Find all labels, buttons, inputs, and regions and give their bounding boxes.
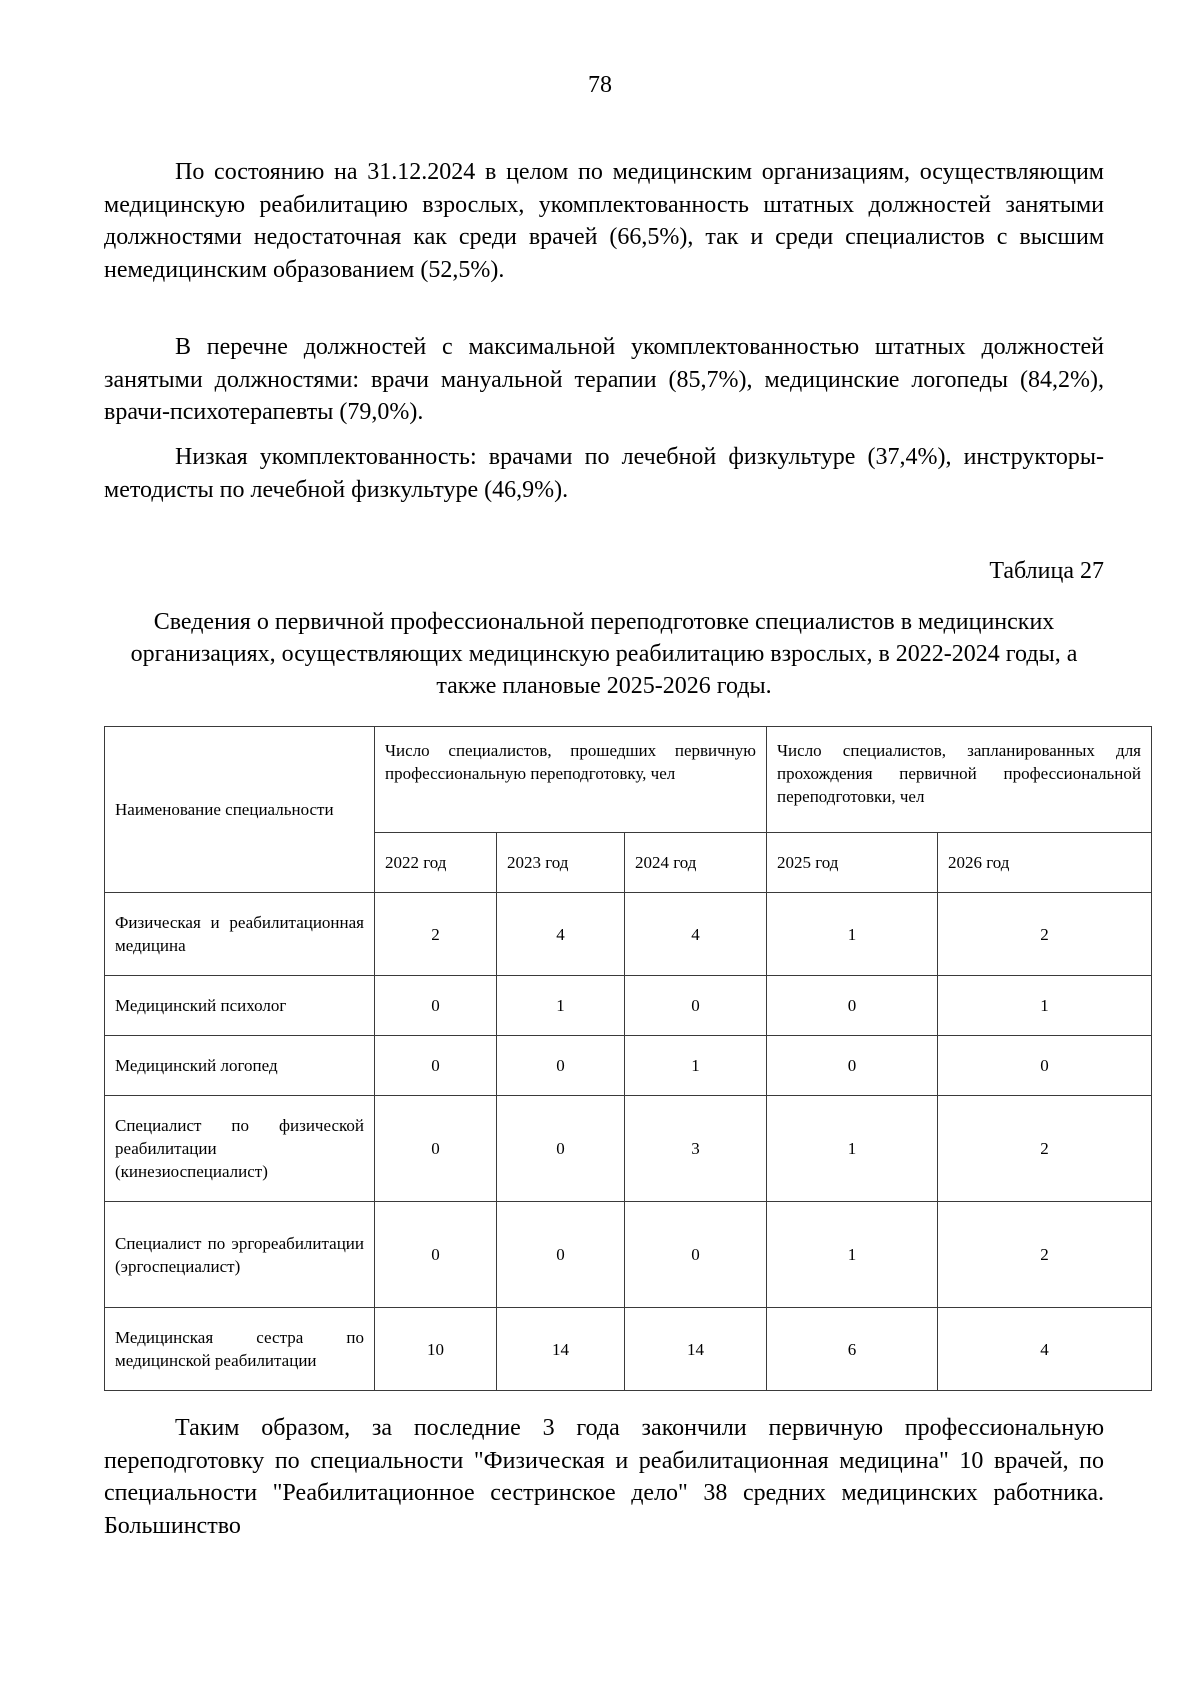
cell-value: 0: [375, 1036, 497, 1096]
header-year-2022: 2022 год: [375, 833, 497, 893]
cell-value: 0: [625, 1202, 767, 1308]
row-specialty-name: Медицинская сестра по медицинской реабилитации: [105, 1308, 375, 1391]
row-specialty-name: Специалист по эргореабилитации (эргоспециалист): [105, 1202, 375, 1308]
paragraph-max-staffing: В перечне должностей с максимальной укомплектованностью штатных должностей занятыми должностями: врачи мануальной терапии (85,7%), медицинские логопеды (84,2%), врачи-психотерапевты (79,0%).: [104, 334, 1104, 425]
header-planned-group: Число специалистов, запланированных для прохождения первичной профессиональной переподготовки, чел: [767, 727, 1152, 833]
cell-value: 1: [625, 1036, 767, 1096]
cell-value: 0: [497, 1036, 625, 1096]
cell-value: 10: [375, 1308, 497, 1391]
table-row: [105, 1202, 1152, 1308]
cell-value: 4: [497, 893, 625, 976]
table-row: [105, 893, 1152, 976]
row-specialty-name: Медицинский психолог: [105, 976, 375, 1036]
header-year-2026: 2026 год: [938, 833, 1152, 893]
cell-value: 0: [767, 976, 938, 1036]
cell-value: 1: [938, 976, 1152, 1036]
header-year-2024: 2024 год: [625, 833, 767, 893]
cell-value: 0: [497, 1202, 625, 1308]
cell-value: 0: [375, 976, 497, 1036]
cell-value: 0: [767, 1036, 938, 1096]
cell-value: 1: [767, 1096, 938, 1202]
cell-value: 2: [938, 1096, 1152, 1202]
page-number: 78: [588, 72, 612, 98]
cell-value: 2: [375, 893, 497, 976]
cell-value: 0: [497, 1096, 625, 1202]
cell-value: 2: [938, 893, 1152, 976]
table-row: [105, 976, 1152, 1036]
cell-value: 2: [938, 1202, 1152, 1308]
cell-value: 1: [767, 893, 938, 976]
cell-value: 0: [375, 1202, 497, 1308]
cell-value: 0: [375, 1096, 497, 1202]
table-row: [105, 1096, 1152, 1202]
row-specialty-name: Медицинский логопед: [105, 1036, 375, 1096]
cell-value: 0: [625, 976, 767, 1036]
table-row: [105, 1036, 1152, 1096]
header-year-2023: 2023 год: [497, 833, 625, 893]
header-completed-group: Число специалистов, прошедших первичную профессиональную переподготовку, чел: [375, 727, 767, 833]
cell-value: 1: [767, 1202, 938, 1308]
paragraph-staffing-summary: По состоянию на 31.12.2024 в целом по медицинским организациям, осуществляющим медицинскую реабилитацию взрослых, укомплектованность штатных должностей занятыми должностями недостаточная как среди врачей (66,5%), так и среди специалистов с высшим немедицинским образованием (52,5%).: [104, 159, 1104, 283]
cell-value: 0: [938, 1036, 1152, 1096]
row-specialty-name: Специалист по физической реабилитации (кинезиоспециалист): [105, 1096, 375, 1202]
cell-value: 1: [497, 976, 625, 1036]
table-label: Таблица 27: [989, 558, 1104, 584]
header-specialty-name: Наименование специальности: [105, 727, 375, 893]
paragraph-conclusion: Таким образом, за последние 3 года закончили первичную профессиональную переподготовку по специальности "Физическая и реабилитационная медицина" 10 врачей, по специальности "Реабилитационное сестринское дело" 38 средних медицинских работника. Большинство: [104, 1415, 1104, 1539]
cell-value: 6: [767, 1308, 938, 1391]
header-year-2025: 2025 год: [767, 833, 938, 893]
cell-value: 14: [625, 1308, 767, 1391]
table-title: Сведения о первичной профессиональной переподготовке специалистов в медицинских организациях, осуществляющих медицинскую реабилитацию взрослых, в 2022-2024 годы, а также плановые 2025-2026 годы.: [130, 609, 1078, 699]
row-specialty-name: Физическая и реабилитационная медицина: [105, 893, 375, 976]
cell-value: 14: [497, 1308, 625, 1391]
cell-value: 4: [625, 893, 767, 976]
cell-value: 4: [938, 1308, 1152, 1391]
table-header-row: [105, 727, 1152, 833]
paragraph-low-staffing: Низкая укомплектованность: врачами по лечебной физкультуре (37,4%), инструкторы-методисты по лечебной физкультуре (46,9%).: [104, 444, 1104, 503]
retraining-table: [104, 726, 1152, 1391]
cell-value: 3: [625, 1096, 767, 1202]
table-row: [105, 1308, 1152, 1391]
